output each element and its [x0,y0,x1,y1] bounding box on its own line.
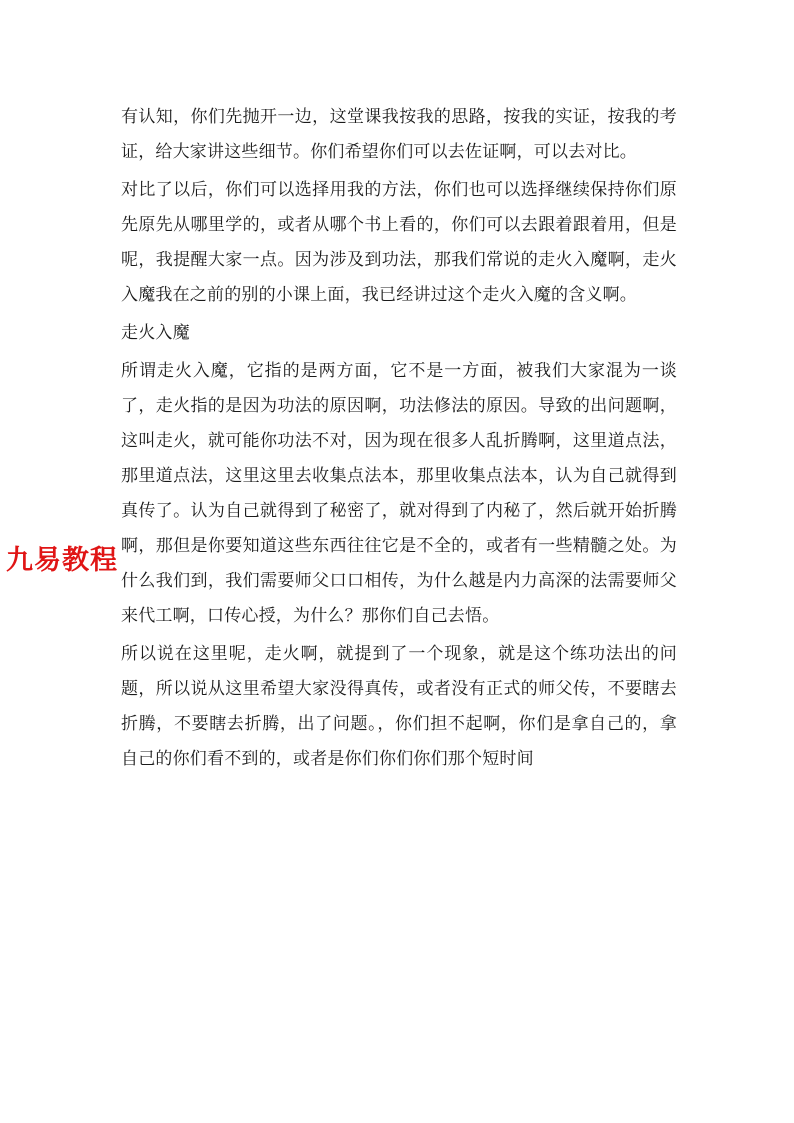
document-body [121,100,677,780]
paragraph-1: 有认知，你们先抛开一边，这堂课我按我的思路，按我的实证，按我的考证，给大家讲这些细节。你们希望你们可以去佐证啊，可以去对比。 [121,107,677,162]
watermark-logo: 九易教程 [6,545,118,576]
paragraph-4: 所以说在这里呢，走火啊，就提到了一个现象，就是这个练功法出的问题，所以说从这里希望大家没得真传，或者没有正式的师父传，不要瞎去折腾，不要瞎去折腾，出了问题。，你们担不起啊，你们是拿自己的，拿自己的你们看不到的，或者是你们你们你们那个短时间 [121,644,677,769]
paragraph-2: 对比了以后，你们可以选择用我的方法，你们也可以选择继续保持你们原先原先从哪里学的，或者从哪个书上看的，你们可以去跟着跟着用，但是呢，我提醒大家一点。因为涉及到功法，那我们常说的走火入魔啊，走火入魔我在之前的别的小课上面，我已经讲过这个走火入魔的含义啊。 [121,180,677,305]
section-heading: 走火入魔 [121,323,190,343]
paragraph-3: 所谓走火入魔，它指的是两方面，它不是一方面，被我们大家混为一谈了，走火指的是因为功法的原因啊，功法修法的原因。导致的出问题啊，这叫走火，就可能你功法不对，因为现在很多人乱折腾啊，这里道点法，那里道点法，这里这里去收集点法本，那里收集点法本，认为自己就得到真传了。认为自己就得到了秘密了，就对得到了内秘了，然后就开始折腾啊，那但是你要知道这些东西往往它是不全的，或者有一些精髓之处。为什么我们到，我们需要师父口口相传，为什么越是内力高深的法需要师父来代工啊，口传心授，为什么？那你们自己去悟。 [121,361,677,626]
